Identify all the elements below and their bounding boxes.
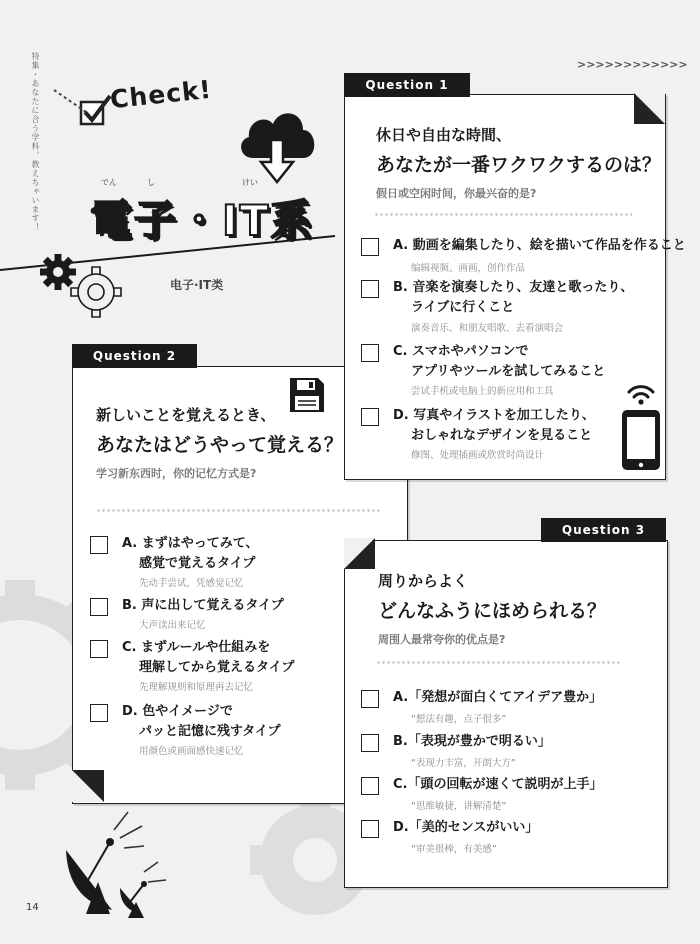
question-3-tab: Question 3 bbox=[541, 518, 666, 542]
question-2-option-c[interactable]: C. まずルールや仕組みを 理解してから覚えるタイプ 先理解规则和原理再去记忆 bbox=[90, 638, 390, 692]
check-label: Check! bbox=[108, 74, 214, 115]
dotted-divider bbox=[376, 660, 622, 665]
chevron-decoration: >>>>>>>>>>>> bbox=[577, 58, 688, 71]
page-subtitle: 电子·IT类 bbox=[170, 278, 224, 292]
folded-corner bbox=[72, 770, 106, 804]
question-3-option-a[interactable]: A.「発想が面白くてアイデア豊か」 “想法有趣，点子很多” bbox=[361, 688, 661, 726]
title-ruby: でん し けい bbox=[101, 178, 258, 187]
page-number: 14 bbox=[26, 902, 39, 913]
dotted-divider bbox=[96, 508, 380, 513]
question-1-translation: 假日或空闲时间，你最兴奋的是? bbox=[376, 187, 537, 200]
question-3-option-b[interactable]: B.「表現が豊かで明るい」 “表现力丰富，开朗大方” bbox=[361, 732, 661, 770]
question-2-translation: 学习新东西时，你的记忆方式是? bbox=[96, 467, 257, 480]
question-1-option-c[interactable]: C. スマホやパソコンで アプリやツールを試してみること 尝试手机或电脑上的新应用和工具 bbox=[361, 342, 661, 398]
option-checkbox[interactable] bbox=[361, 280, 379, 298]
option-checkbox[interactable] bbox=[361, 344, 379, 362]
question-3-translation: 周围人最常夸你的优点是? bbox=[378, 633, 506, 646]
dotted-divider bbox=[374, 212, 632, 217]
option-checkbox[interactable] bbox=[90, 640, 108, 658]
question-2-line1: 新しいことを覚えるとき、 bbox=[96, 406, 276, 424]
question-2-tab: Question 2 bbox=[72, 344, 197, 368]
option-checkbox[interactable] bbox=[361, 408, 379, 426]
option-checkbox[interactable] bbox=[361, 820, 379, 838]
option-checkbox[interactable] bbox=[361, 690, 379, 708]
option-checkbox[interactable] bbox=[90, 704, 108, 722]
page-title: 電子・IT系 bbox=[90, 196, 315, 245]
option-checkbox[interactable] bbox=[361, 238, 379, 256]
side-caption: 特集・あなたに合う学科、教えちゃいます！ bbox=[31, 52, 40, 232]
question-2-option-d[interactable]: D. 色やイメージで パッと記憶に残すタイプ 用颜色或画面感快速记忆 bbox=[90, 702, 390, 756]
folded-corner bbox=[634, 93, 666, 125]
question-3-line2: どんなふうにほめられる？ bbox=[378, 600, 607, 622]
question-1-tab: Question 1 bbox=[344, 73, 470, 97]
question-3-option-d[interactable]: D.「美的センスがいい」 “审美很棒，有美感” bbox=[361, 818, 661, 856]
folded-corner bbox=[344, 538, 376, 570]
question-1-option-a[interactable]: A. 動画を編集したり、絵を描いて作品を作ること 编辑视频、画画，创作作品 bbox=[361, 236, 661, 274]
question-2-option-a[interactable]: A. まずはやってみて、 感覚で覚えるタイプ 先动手尝试，凭感觉记忆 bbox=[90, 534, 390, 588]
smartphone-wifi-icon bbox=[618, 376, 664, 472]
question-3-option-c[interactable]: C.「頭の回転が速くて説明が上手」 “思维敏捷，讲解清楚” bbox=[361, 775, 661, 813]
dotted-decoration bbox=[52, 88, 92, 118]
satellite-dish-icon bbox=[58, 810, 178, 920]
question-1-line2: あなたが一番ワクワクするのは？ bbox=[376, 154, 662, 176]
option-checkbox[interactable] bbox=[90, 536, 108, 554]
question-2-option-b[interactable]: B. 声に出して覚えるタイプ 大声读出来记忆 bbox=[90, 596, 390, 630]
question-3-line1: 周りからよく bbox=[378, 572, 469, 590]
option-checkbox[interactable] bbox=[361, 777, 379, 795]
question-1-option-d[interactable]: D. 写真やイラストを加工したり、 おしゃれなデザインを見ること 修图、处理插画或欣赏时尚设计 bbox=[361, 406, 631, 462]
option-checkbox[interactable] bbox=[90, 598, 108, 616]
question-1-option-b[interactable]: B. 音楽を演奏したり、友達と歌ったり、 ライブに行くこと 演奏音乐、和朋友唱歌、去看演唱会 bbox=[361, 278, 661, 334]
question-2-line2: あなたはどうやって覚える？ bbox=[96, 434, 344, 456]
gear-icon bbox=[38, 250, 128, 325]
option-checkbox[interactable] bbox=[361, 734, 379, 752]
floppy-disk-icon bbox=[288, 376, 326, 414]
question-1-line1: 休日や自由な時間、 bbox=[376, 126, 512, 144]
